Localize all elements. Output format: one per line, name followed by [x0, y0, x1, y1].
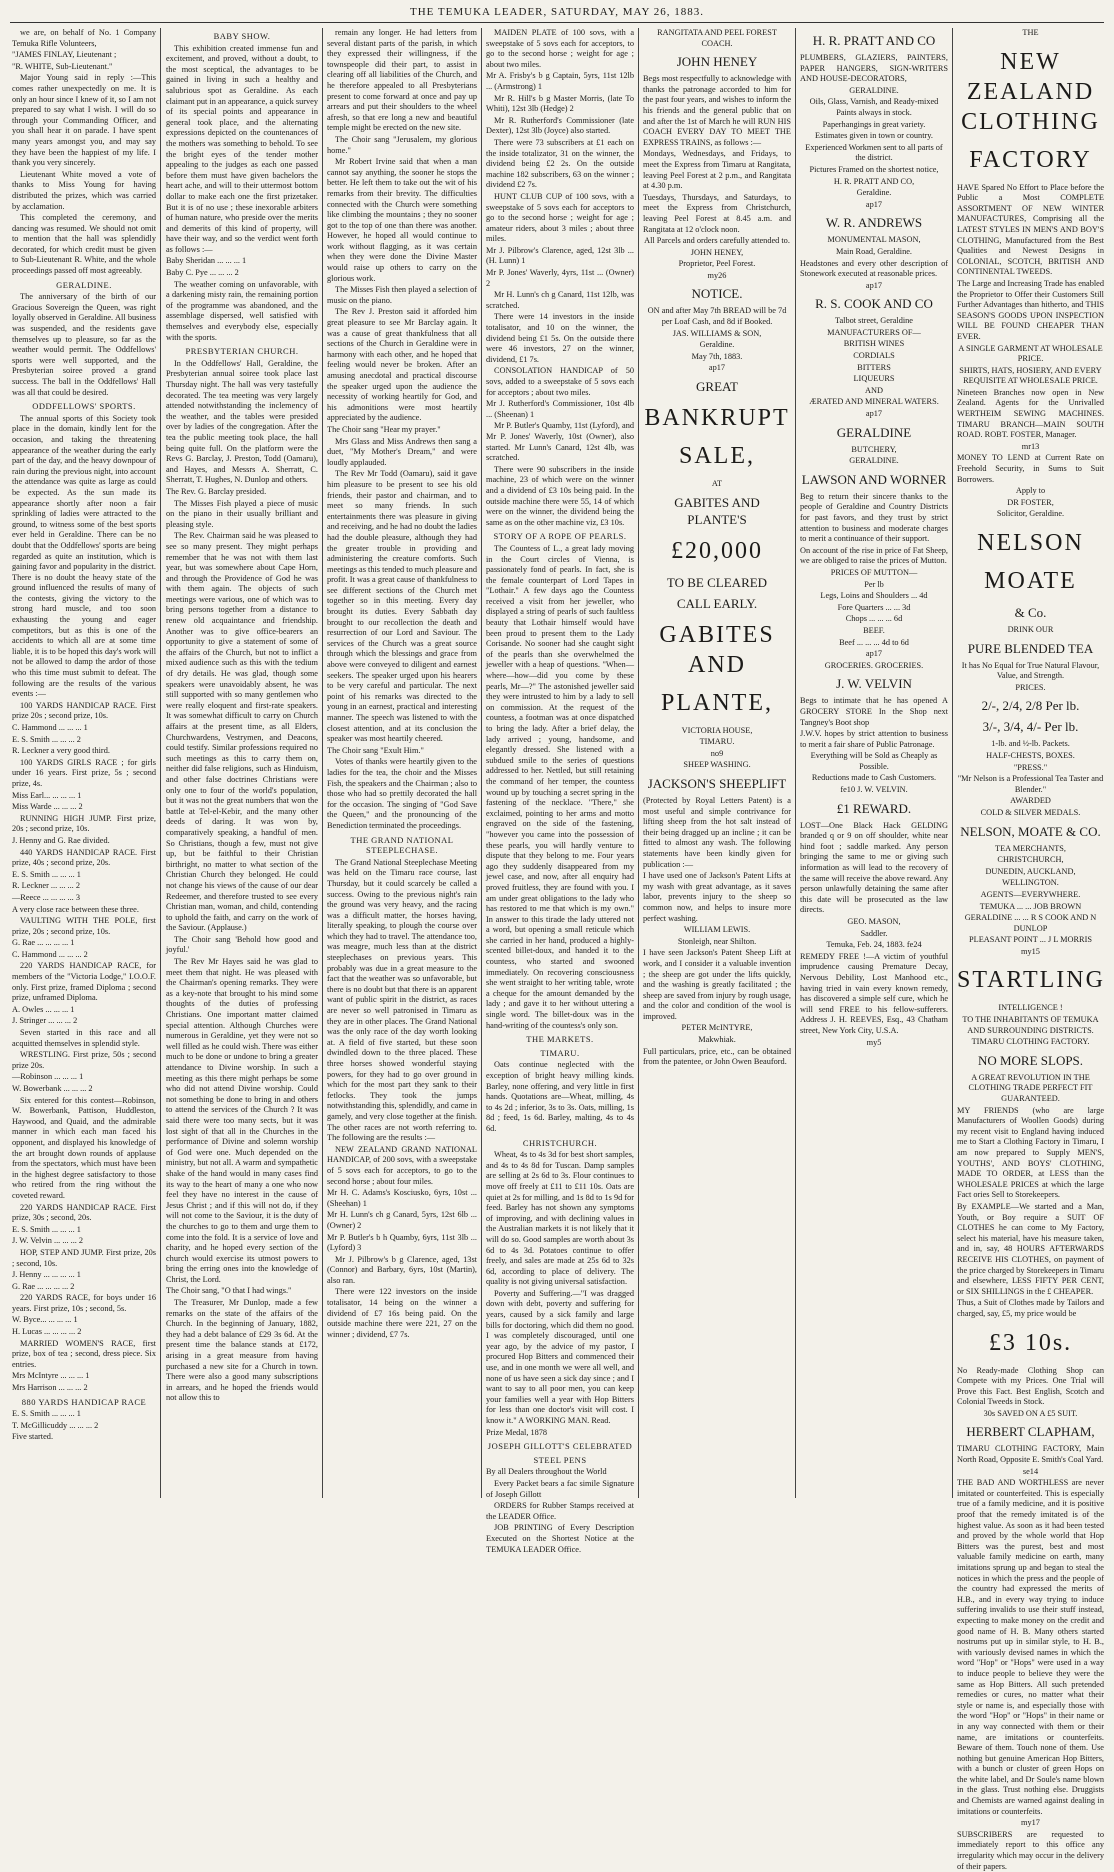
col5-ad-line: Begs most respectfully to acknowledge with thanks the patronage accorded to him for the past four years, and wishes to inform the his friends and the general public that on and after the 1st of March he will RUN HIS COACH EVERY DAY TO MEET THE EXPRESS TRAINS, as follows :—	[643, 74, 791, 147]
col4-para: Mr J. Rutherford's Commissioner, 10st 4lb ... (Sheenan) 1	[486, 399, 634, 419]
col6-ad-line: AGENTS—EVERYWHERE.	[980, 889, 1081, 899]
col5b-ad-line: my5	[866, 1037, 882, 1047]
col5b-ad-line: Begs to intimate that he has opened A GROCERY STORE In the Shop next Tangney's Boot shop	[800, 696, 948, 727]
col4-para: Prize Medal, 1878	[486, 1427, 548, 1437]
col5b-ad-line: Oils, Glass, Varnish, and Ready-mixed Paints always in stock.	[809, 97, 939, 117]
col5-ad-line: PLANTE,	[661, 689, 773, 716]
col5b-ad-line: REMEDY FREE !—A victim of youthful imprudence causing Premature Decay, Nervous Debility, Lost Manhood etc., having tried in vain every known remedy, has discovered a simple self cure, which he will send FREE to his fellow-sufferers. Address J. H. REEVES, Esq., 43 Chatham street, New York City, U.S.A.	[800, 951, 948, 1035]
col5-ad-line: JACKSON'S SHEEPLIFT	[647, 776, 787, 791]
col5b-ad-line: AND	[865, 385, 883, 395]
col1-para: J. Henny and G. Rae divided.	[12, 835, 110, 845]
col6-ad-line: It has No Equal for True Natural Flavour, Value, and Strength.	[961, 660, 1100, 681]
col6-ad-line: A GREAT REVOLUTION IN THE CLOTHING TRADE PERFECT FIT GUARANTEED.	[968, 1072, 1093, 1104]
col5b-ad-line: MANUFACTURERS OF—	[827, 327, 921, 337]
col5-ad-line: Tuesdays, Thursdays, and Saturdays, to meet the Express from Christchurch, leaving Peel Forest at 8.45 a.m. and Rangitata at 12 o'clock noon.	[643, 192, 791, 234]
col1-para: J. Henny ... ... ... ... 1	[12, 1270, 81, 1280]
column-divider	[160, 28, 161, 1498]
col2-para: Baby Sheridan ... ... ... 1	[166, 256, 247, 266]
col6-ad-line: MY FRIENDS (who are large Manufacturers of Woollen Goods) during my recent visit to England having induced me to Start a Clothing Factory in Timaru, I am now prepared to Supply MEN'S, YOUTHS', AND BOYS' CLOTHING, MADE TO ORDER, at LESS than the WHOLESALE PRICES at which the large Fact ories Sell to Storekeepers.	[957, 1105, 1104, 1200]
col5b-ad-line: Talbot street, Geraldine	[835, 316, 913, 326]
col1-para: 220 YARDS HANDICAP RACE. First prize, 30s ; second, 20s.	[12, 1202, 156, 1223]
col6-ad-line: NELSON, MOATE & CO.	[960, 823, 1101, 839]
col3-para: The Choir sang "Exult Him."	[327, 745, 424, 755]
col5b-ad-line: Legs, Loins and Shoulders ... 4d	[820, 591, 928, 601]
col6-ad-line: COLD & SILVER MEDALS.	[980, 807, 1081, 817]
col5-ad-line: Makwhiak.	[698, 1035, 736, 1045]
col1-para: 440 YARDS HANDICAP RACE. First prize, 40s ; second prize, 20s.	[12, 847, 156, 868]
col1-para: Mrs Harrison ... ... ... 2	[12, 1383, 88, 1393]
col5b-ad-line: LAWSON AND WORNER	[801, 471, 947, 487]
col5b-ad-line: Temuka, Feb. 24, 1883. fe24	[826, 940, 922, 950]
col5b-ad-line: PRICES OF MUTTON—	[830, 567, 918, 577]
col5b-ad-line: ÆRATED AND MINERAL WATERS.	[809, 397, 939, 407]
col5b-ad-line: Headstones and every other description of Stonework executed at reasonable prices.	[800, 258, 948, 279]
col5b-ad-line: J. W. VELVIN	[836, 676, 912, 692]
col5b-ad-line: fe10 J. W. VELVIN.	[840, 785, 908, 795]
col5-ad-line: SALE,	[679, 443, 755, 470]
col5b-ad-line: PLUMBERS, GLAZIERS, PAINTERS, PAPER HANGERS, SIGN-WRITERS AND HOUSE-DECORATORS,	[800, 53, 948, 84]
col6-ad-line: NEW ZEALAND CLOTHING	[961, 48, 1100, 135]
col1-para: The annual sports of this Society took place in the domain, kindly lent for the occasion, and taking the threatening appearance of the weather during the early part of the day, and the heavy downpour of rain during the previous night, into account the attendance was quite as large as could be expected. As the sun made its appearance shortly after noon a fair sprinkling of ladies were attracted to the ground, to witness some of the best sports ever held in Geraldine. There can be no doubt that the Oddfellows' sports are being regarded as quite an institution, which is gaining favor and popularity in the district. There is no doubt the heavy state of the ground influenced the results of many of the contests, giving the victory to the strong hard muscle, and too soon exhausting the young and eager competitors, but as this is one of the accidents to which all are at some time liable, it is to be hoped this day's work will not be allowed to damp the ardor of those who this time must submit to defeat. The following are the results of the various events :—	[12, 413, 156, 699]
col4-para: The Countess of L., a great lady moving in the Court circles of Vienna, is passionately fond of pearls. In fact, she is the female counterpart of Lord Tapes in "Lothair." A few days ago the Countess received a visit from her jeweller, who displayed a string of pearls of such faultless beauty that Lothair himself would have been proud to present them to the Lady Corisande. No sooner had she caught sight of the pearls than she overwhelmed the jeweller with a heap of questions. "When—where—how—did you come by these pearls, Mr—?" The astonished jeweller said they were intrusted to him by a lady to sell on commission. At the request of the countess, a footman was at once dispatched to bring the lady. After a brief delay, the lady arrived ; young, handsome, and elegantly dressed. She listened with a subdued smile to the series of questions addressed to her. Nettled, but still retaining the command of her temper, the countess wound up by touching a secret spring in the fastening of the necklace. "There," she exclaimed, pointing to her arms and motto engraved on the side of the fastening, "however you came into the possession of these pearls, you will hardly venture to dispute that they belong to me. Four years ago they suddenly disappeared from my jewel case, and now, after all enquiry had proved fruitless, they are found with you. I am under great obligations to the lady who has restored to me that which is my own." In answer to this tirade the lady uttered not a word, but opening a small reticule which she carried in her hand, produced a highly-scented billet-doux, and handed it to the countess, who started and swooned immediately. On recovering consciousness she went straight to her writing table, wrote a cheque for the amount demanded by the lady ; and gave it to her without uttering a single word. The billet-doux was in the hand-writing of the countess's only son.	[486, 543, 634, 1030]
col5-ad-line: GREAT	[696, 379, 738, 395]
col5b-ad-line: Reductions made to Cash Customers.	[811, 773, 937, 783]
col2-para: BABY SHOW.	[213, 31, 271, 41]
col5b-ad-line: J.W.V. hopes by strict attention to business to merit a fair share of Public Patronage.	[800, 729, 948, 749]
col1-para: J. W. Velvin ... ... ... 2	[12, 1236, 84, 1246]
col2-para: The Rev. Chairman said he was pleased to see so many present. They might perhaps remember that he was not with them last year, but was somewhere about Cape Horn, and through the Providence of God he was with them again. The objects of such meetings were various, one of which was to bring persons together from a distance to renew old acquaintance and friendship. Another was to give office-bearers an opportunity to give a statement of some of the affairs of the Church, but not to inflict a mixed audience such as this with the tedium of dry details. He was glad, though some speakers were unavoidably absent, he was still supported with so many gentlemen who were really eloquent and first-rate speakers. It was somewhat difficult to carry on Church affairs at the present time, as all Elders, Churchwardens, Vestrymen, and Deacons, could testify. Similar professions required no such meetings as this to carry them on, neither did false religions, such as Hinduism, and other false doctrines Christians were only one to four of the world's population, but it was not the great numbers that won the battle at Tel-el-Kebir, and the many other deeds of daring. It was won by, comparatively speaking, a handful of men. So Christians, though a few, must not give up, but be faithful to their Christian birthright, no matter to what section of the Christian Church they belonged. He could not change his views of the cause of our dear Redeemer, and therefore trusted to see every Christian man, woman, and child, contending to uphold the faith, and carry on the work of the Saviour. (Applause.)	[166, 531, 318, 933]
col5b-ad-line: CORDIALS	[853, 351, 895, 361]
col5b-ad-line: ap17	[865, 649, 883, 659]
col5b-ad-line: ap17	[865, 280, 883, 290]
col5b-ad-line: Main Road, Geraldine.	[835, 246, 913, 256]
col5-ad-line: I have used one of Jackson's Patent Lifts at my wash with great advantage, as it saves labor, prevents injury to the sheep so common now, and helps to insure more perfect washing.	[643, 871, 791, 923]
column-7-advertisements	[957, 28, 1105, 1871]
col6-ad-line: FACTORY	[969, 146, 1092, 173]
col4-para: HUNT CLUB CUP of 100 sovs, with a sweepstake of 5 sovs each for acceptors to go to the second horse ; weight for age ; amateur riders, about 3 miles ; about three miles.	[486, 191, 634, 244]
col5b-ad-line: Pictures Framed on the shortest notice,	[809, 164, 939, 174]
col5-ad-line: Full particulars, price, etc., can be obtained from the patentee, or John Owen Beauford.	[643, 1046, 791, 1067]
col1-para: R. Leckner a very good third.	[12, 746, 110, 756]
col6-ad-line: CHRISTCHURCH,	[997, 855, 1064, 865]
col3-para: The Choir sang "Jerusalem, my glorious home."	[327, 134, 477, 155]
column-divider	[481, 28, 482, 1498]
col3-para: The Choir sang "Hear my prayer."	[327, 424, 441, 434]
col2-para: The Rev Mr Hayes said he was glad to meet them that night. He was pleased with the Chairman's opening remarks. They were as a key-note that brought to his mind some thoughts of the duties of professing Christians. One important matter claimed special attention. Although Churches were numerous in Geraldine, yet they were not so well filled as he could wish. There was either much to be done or undone to bring a greater attendance to Divine worship. In such a meeting as this there might perhaps be some who did not attend Divine worship. Could not something be done to bring in and others to attend the services of the Church ? It was said there were too many sects, but it was lost sight of that all in the Churches in the performance of Divine and solemn worship of God were one. Much depended on the ministry, but not all. A warm and sympathetic shake of the hand would in many cases find its way to the heart of many a one who now feel they have no interest in the cause of Jesus Christ ; and if this will not do, if they will not come to the Saviour, it is the duty of the churches to go to them and urge them to come into the fold. It is a service of love and charity, and he hoped every section of the church would exercise its utmost powers to bring the erring ones into the knowledge of Christ, the Lord.	[166, 957, 318, 1284]
col1-para: HOP, STEP AND JUMP. First prize, 20s ; second, 10s.	[12, 1247, 156, 1268]
col6-ad-line: THE BAD AND WORTHLESS are never imitated or counterfeited. This is especially true of a family medicine, and it is positive proof that the remedy imitated is of the highest value. As soon as it had been tested and proved by the whole world that Hop Bitters was the purest, best and most valuable family medicine on earth, many imitations sprung up and began to steal the notices in which the press and the people of the country had expressed the merits of H.B., and in every way trying to induce suffering invalids to use their stuff instead, expecting to make money on the credit and good name of H. B. Many others started nostrums put up in similar style, to H. B., with variously devised names in which the word "Hop" or "Hops" were used in a way to induce people to believe they were the same as Hop Bitters. All such pretended remedies or cures, no matter what their style or name is, and especially those with the word "Hop" or "Hops" in their name or in any way connected with them or their name, are imitations or counterfeits. Beware of them. Touch none of them. Use nothing but genuine American Hop Bitters, with a bunch or cluster of green Hops on the white label, and Dr Soule's name blown in the glass. Trust nothing else. Druggists and Chemists are warned against dealing in imitations or counterfeits.	[957, 1478, 1104, 1816]
column-6-advertisements	[800, 28, 948, 1498]
col5-ad-line: NOTICE.	[691, 286, 743, 302]
col6-ad-line: 1-lb. and ½-lb. Packets.	[991, 739, 1070, 749]
top-rule	[10, 22, 1104, 23]
col1-para: C. Hammond ... ... ... 2	[12, 949, 88, 959]
col6-ad-line: DR FOSTER,	[1007, 497, 1054, 507]
col5b-ad-line: Geraldine.	[856, 188, 892, 198]
col5b-ad-line: GEO. MASON,	[847, 917, 901, 926]
col1-para: RUNNING HIGH JUMP. First prize, 20s ; second prize, 10s.	[12, 813, 156, 834]
col5-ad-line: JOHN HENEY	[676, 54, 758, 70]
col3-para: Mr H. Lunn's ch g Canard, 5yrs, 12st 6lb ... (Owner) 2	[327, 1210, 477, 1230]
col5-ad-line: RANGITATA AND PEEL FOREST COACH.	[657, 28, 777, 48]
column-divider	[322, 28, 323, 1498]
col5-ad-line: Stonleigh, near Shilton.	[677, 936, 757, 946]
col3-para: There were 122 investors on the inside totalisator, 14 being on the winner a dividend of £7 16s being paid. On the outside machine there were 221, 27 on the winner ; dividend, £7 7s.	[327, 1287, 477, 1339]
col1-para: Five started.	[12, 1432, 54, 1442]
col6-ad-line: Solicitor, Geraldine.	[996, 509, 1065, 519]
col2-para: The Treasurer, Mr Dunlop, made a few remarks on the state of the affairs of the Church. In the beginning of January, 1882, they had a debt balance of £29 3s 6d. At the present time the balance stands at £172, arising in a great measure from having purchased a new site for a Church in town. There were also a good many subscriptions in arrears, and he hoped the friends would not allow this to	[166, 1298, 318, 1403]
col5-ad-line: Proprietor, Peel Forest.	[678, 259, 756, 269]
col5b-ad-line: Beg to return their sincere thanks to the people of Geraldine and Country Districts for past favors, and they trust by strict attention to business and moderate charges to merit a continuance of their support.	[800, 491, 948, 544]
col1-para: 220 YARDS HANDICAP RACE, for members of the "Victoria Lodge," I.O.O.F. only. First prize, framed Diploma ; second prize, unframed Diploma.	[12, 961, 156, 1003]
col3-para: NEW ZEALAND GRAND NATIONAL HANDICAP, of 200 sovs, with a sweepstake of 5 sovs each for acceptors, to go to the second horse ; about four miles.	[327, 1144, 477, 1186]
col4-para: JOB PRINTING of Every Description Executed on the Shortest Notice at the TEMUKA LEADER Office.	[486, 1523, 634, 1554]
col5-ad-line: GABITES AND PLANTE'S	[674, 494, 760, 527]
col2-para: The Choir sang 'Behold how good and joyful.'	[166, 934, 318, 955]
col6-ad-line: TIMARU CLOTHING FACTORY, Main North Road, Opposite E. Smith's Coal Yard.	[957, 1444, 1104, 1465]
col4-para: There were 73 subscribers at £1 each on the inside totalizator, 31 on the winner, the dividend being £2 2s. On the outside machine 182 subscribers, 63 on the winner ; dividend £2 7s.	[486, 137, 634, 190]
col2-para: The Rev. G. Barclay presided.	[166, 486, 267, 496]
col6-ad-line: NO MORE SLOPS.	[977, 1052, 1084, 1068]
col4-para: Mr A. Frisby's b g Captain, 5yrs, 11st 12lb ... (Armstrong) 1	[486, 71, 634, 91]
col5b-ad-line: Experienced Workmen sent to all parts of the district.	[805, 142, 943, 163]
col5-ad-line: All Parcels and orders carefully attended to.	[644, 236, 790, 246]
col4-para: There were 14 investors in the inside totalisator, and 10 on the winner, the dividend being £1 5s. On the outside there were 46 investors, 27 on the winner, dividend, £1 7s.	[486, 312, 634, 364]
col1-para: —Reece ... ... ... ... 3	[12, 892, 80, 902]
col5-ad-line: JOHN HENEY,	[690, 247, 744, 257]
col5-ad-line: SHEEP WASHING.	[683, 760, 751, 770]
col1-para: Miss Earl... ... ... ... 1	[12, 790, 82, 800]
col6-ad-line: INTELLIGENCE !	[998, 1003, 1063, 1013]
col6-ad-line: WELLINGTON.	[1002, 878, 1059, 888]
col6-ad-line: SUBSCRIBERS are requested to immediately report to this office any irregularity which may occur in the delivery of their papers.	[957, 1829, 1104, 1871]
col5-ad-line: JAS. WILLIAMS & SON,	[672, 328, 762, 338]
col1-para: C. Hammond ... ... ... 1	[12, 723, 88, 732]
col1-para: Miss Warde ... ... ... 2	[12, 802, 83, 812]
col4-para: There were 90 subscribers in the inside machine, 23 of which were on the winner and a dividend of £3 10s being paid. In the outside machine there were 55, 14 of which were on the winner, the dividend being the same as on the other machine viz, £3 10s.	[486, 464, 634, 527]
col3-para: Mr P. Butler's b h Quamby, 6yrs, 11st 3lb ... (Lyford) 3	[327, 1232, 477, 1253]
col5-ad-line: no9	[710, 748, 724, 758]
col5b-ad-line: BUTCHERY,	[851, 444, 897, 454]
col1-para: Mrs McIntyre ... ... ... 1	[12, 1371, 90, 1381]
col1-para: A. Owles ... ... ... 1	[12, 1004, 75, 1014]
col5-ad-line: VICTORIA HOUSE,	[681, 725, 753, 735]
col4-para: By all Dealers throughout the World	[486, 1467, 607, 1477]
col6-ad-line: "Mr Nelson is a Professional Tea Taster and Blender."	[957, 774, 1104, 794]
col5-ad-line: ap17	[708, 363, 726, 373]
column-1-sports-results	[12, 28, 156, 1498]
col5-ad-line: Geraldine.	[699, 340, 735, 350]
col4-para: Every Packet bears a fac simile Signature of Joseph Gillott	[486, 1478, 634, 1499]
col6-ad-line: MONEY TO LEND at Current Rate on Freehold Security, in Sums to Suit Borrowers.	[957, 453, 1104, 484]
col1-para: ODDFELLOWS' SPORTS.	[32, 401, 136, 412]
col5b-ad-line: BITTERS	[857, 362, 891, 372]
col5b-ad-line: On account of the rise in price of Fat Sheep, we are obliged to raise the prices of Mutton.	[800, 545, 948, 566]
col5b-ad-line: W. R. ANDREWS	[825, 215, 923, 231]
col4-para: JOSEPH GILLOTT'S CELEBRATED	[487, 1441, 633, 1452]
col3-para: Mr J. Pilbrow's b g Clarence, aged, 13st (Connor) and Barbary, 6yrs, 10st (Martin), also ran.	[327, 1254, 477, 1285]
col5b-ad-line: Paperhangings in great variety.	[822, 119, 926, 129]
column-4-markets	[486, 28, 634, 1554]
col6-ad-line: mr13	[1021, 441, 1040, 451]
col6-ad-line: TIMARU CLOTHING FACTORY.	[971, 1037, 1090, 1047]
col2-para: The Misses Fish played a piece of music on the piano in their usually brilliant and pleasing style.	[166, 498, 318, 529]
col2-para: The weather coming on unfavorable, with a darkening misty rain, the remaining portion of the programme was abandoned, and the assemblage dispersed, well satisfied with themselves and everybody else, especially with the sports.	[166, 279, 318, 342]
col5-ad-line: TO BE CLEARED	[666, 574, 768, 590]
col2-para: In the Oddfellows' Hall, Geraldine, the Presbyterian annual soiree took place last Thursday night. The hall was very tastefully decorated. The tea meeting was very largely attended notwithstanding the inclemency of the weather, and the tables were presided over by ladies of the congregation. After the tea the public meeting took place, the hall being quite full. On the platform were the Revs G. Barclay, J. Preston, Todd (Oamaru), and Hayes, and Messrs A. Sherratt, C. Sherratt, T. Hughes, N. Dunlop and others.	[166, 358, 318, 485]
col6-ad-line: my17	[1021, 1818, 1040, 1828]
col6-ad-line: AWARDED	[1010, 796, 1051, 806]
col6-ad-line: HAVE Spared No Effort to Place before the Public a Most COMPLETE ASSORTMENT OF NEW WINTER MANUFACTURES, Comprising all the LATEST STYLES IN MEN'S AND BOY'S CLOTHING, Manufactured from the Best Qualities and Newest Designs in COLONIAL, SCOTCH, BRITISH AND CONTINENTAL TWEEDS.	[957, 182, 1104, 277]
col6-ad-line: 3/-, 3/4, 4/- Per lb.	[982, 719, 1079, 735]
col3-para: The Misses Fish then played a selection of music on the piano.	[327, 285, 477, 305]
col5-ad-line: AT	[711, 479, 723, 489]
col6-ad-line: 2/-, 2/4, 2/8 Per lb.	[981, 698, 1080, 714]
col5-ad-line: CALL EARLY.	[676, 595, 758, 611]
col5-ad-line: May 7th, 1883.	[691, 351, 743, 361]
col6-ad-line: SHIRTS, HATS, HOSIERY, AND EVERY REQUISITE AT WHOLESALE PRICE.	[959, 365, 1102, 386]
col5-ad-line: WILLIAM LEWIS.	[683, 925, 751, 935]
col5b-ad-line: BRITISH WINES	[843, 339, 905, 349]
col6-ad-line: Apply to	[1015, 486, 1046, 496]
col4-para: Wheat, 4s to 4s 3d for best short samples, and 4s to 4s 8d for Tuscan. Damp samples are selling at 2s 6d to 3s. Flour continues to move off freely at £11 to £11 10s. Oats are quiet at 2s for milling, and 1s 8d to 1s 9d for feed. Barley has not shown any symptoms of improving, and with declining values in the Australian markets it is not likely that it will do so. Good samples are worth about 3s 6d to 4s 3d. Potatoes continue to offer freely, and sales are made at 25s 6d to 32s 6d, according to place of delivery. The quality is not giving universal satisfaction.	[486, 1150, 634, 1287]
col1-para: Six entered for this contest—Robinson, W. Bowerbank, Pattison, Huddleston, Haywood, and Quaid, and the admirable manner in which each man faced his opponent, and displayed his knowledge of the art brought down rounds of applause from the spectators, which must have been in the highest degree satisfactory to those who retired from the ring without the coveted reward.	[12, 1095, 156, 1200]
col6-ad-line: DUNEDIN, AUCKLAND,	[985, 866, 1076, 876]
col5b-ad-line: GERALDINE.	[849, 85, 899, 95]
col1-para: WRESTLING. First prize, 50s ; second prize 20s.	[12, 1050, 156, 1070]
col1-para: Major Young said in reply :—This comes rather unexpectedly on me. It is only an hour since I knew of it, so I am not prepared to say what I wish. I will do so through your Commanding Officer, and you shall hear it on parade. I have spent many years amongst you, and may say they have been the happiest of my life. I thank you very sincerely.	[12, 73, 156, 168]
col6-ad-line: NELSON	[977, 530, 1084, 556]
col5b-ad-line: R. S. COOK AND CO	[815, 296, 933, 312]
col1-para: Seven started in this race and all acquitted themselves in splendid style.	[12, 1028, 156, 1048]
col6-ad-line: DRINK OUR	[1007, 625, 1054, 634]
col1-para: T. McGillicuddy ... ... ... 2	[12, 1420, 99, 1430]
col1-para: The anniversary of the birth of our Gracious Sovereign the Queen, was right loyally observed in Geraldine. All business was suspended, and the residents gave themselves up to pleasure, so far as the weather would permit. The Oddfellows' sports were well supported, and the Presbyterian soiree proved a grand success. The ball in the Oddfellows' Hall was all that could be desired.	[12, 292, 156, 397]
col3-para: Mr H. C. Adams's Kosciusko, 6yrs, 10st ... (Sheehan) 1	[327, 1188, 477, 1208]
col1-para: we are, on behalf of No. 1 Company Temuka Rifle Volunteers,	[12, 28, 156, 48]
column-divider	[952, 28, 953, 1498]
col4-para: MAIDEN PLATE of 100 sovs, with a sweepstake of 5 sovs each for acceptors, to go to the second horse ; weight for age ; about two miles.	[486, 28, 634, 69]
col5b-ad-line: Everything will be Sold as Cheaply as Possible.	[810, 751, 938, 771]
col3-para: Mr Robert Irvine said that when a man cannot say anything, the sooner he stops the better. He left them to take out the wit of his remarks from their brevity. The difficulties connected with the Church were something like climbing the mountains ; they no sooner got to the top of one than there was another. However, he hoped all would continue to work without flagging, as it was certain when they were done the Divine Master would raise up others to carry on the glorious work.	[327, 157, 477, 283]
col1-para: G. Rae ... ... ... ... 2	[12, 1281, 75, 1291]
column-2-church-soiree	[166, 28, 318, 1498]
col4-para: STORY OF A ROPE OF PEARLS.	[493, 531, 627, 542]
col1-para: H. Lucas ... ... ... ... 2	[12, 1327, 82, 1337]
col1-para: 100 YARDS HANDICAP RACE. First prize 20s ; second prize, 10s.	[12, 700, 156, 721]
col4-para: Poverty and Suffering.—"I was dragged down with debt, poverty and suffering for years, caused by a sick family and large bills for doctoring, which did them no good. I was completely discouraged, until one year ago, by the advice of my pastor, I procured Hop Bitters and commenced their use, and in one month we were all well, and none of us have seen a sick day since ; and I want to say to all poor men, you can keep your families well a year with Hop Bitters for less than one doctor's visit will cost. I know it." A WORKING MAN. Read.	[486, 1288, 634, 1425]
col5b-ad-line: GERALDINE	[836, 424, 912, 440]
col1-para: VAULTING WITH THE POLE, first prize, 20s ; second prize, 10s.	[12, 916, 156, 936]
col1-para: MARRIED WOMEN'S RACE, first prize, box of tea ; second, dress piece. Six entries.	[12, 1338, 156, 1369]
col4-para: Mr R. Hill's b g Master Morris, (late To Whiti), 12st 3lb (Hedge) 2	[486, 93, 634, 114]
col1-para: This completed the ceremony, and dancing was resumed. We should not omit to mention that the hall was splendidly decorated, for which credit must be given to Sub-Lieutenant R. White, and the whole proceedings passed off most agreeably.	[12, 213, 156, 276]
col5-ad-line: I have seen Jackson's Patent Sheep Lift at work, and I consider it a valuable invention ; the sheep are got under the lifts quickly, and the washing is greatly facilitated ; the sheep are saved from injury by rough usage, and the color and condition of the wool is improved.	[643, 948, 791, 1021]
col1-para: J. Stringer ... ... ... 2	[12, 1016, 78, 1026]
col5b-ad-line: Per lb	[864, 579, 884, 589]
col1-para: R. Leckner ... ... ... 2	[12, 881, 80, 891]
col4-para: TIMARU.	[540, 1047, 580, 1058]
column-divider	[795, 28, 796, 1498]
col3-para: Mrs Glass and Miss Andrews then sang a duet, "My Mother's Dream," and were loudly applauded.	[327, 436, 477, 467]
col5b-ad-line: Estimates given in town or country.	[815, 131, 933, 141]
col6-ad-line: PLEASANT POINT ... J L MORRIS	[969, 935, 1092, 945]
column-5-advertisements	[643, 28, 791, 1498]
col5-ad-line: BANKRUPT	[644, 405, 790, 432]
col1-para: G. Rae ... ... ... ... 1	[12, 938, 75, 948]
col3-para: The Rev J. Preston said it afforded him great pleasure to see Mr Barclay again. It was a cause of great thankfulness that all sections of the Church in Geraldine were in harmony with each other, and he hoped that feeling would never be broken. After an amusing anecdotal and practical discourse the speaker urged upon the audience the necessity of working heartily for God, and his admonitions were most heartily appreciated by the audience.	[327, 307, 477, 423]
col1-para: 220 YARDS RACE, for boys under 16 years. First prize, 10s ; second, 5s.	[12, 1293, 156, 1313]
col6-ad-line: PRICES.	[1015, 682, 1046, 692]
col6-ad-line: TEA MERCHANTS,	[995, 843, 1066, 853]
col5b-ad-line: Fore Quarters ... ... 3d	[837, 602, 911, 612]
col4-para: CONSOLATION HANDICAP of 50 sovs, added to a sweepstake of 5 sovs each for acceptors ; about two miles.	[486, 366, 634, 397]
col6-ad-line: THE	[1022, 28, 1039, 37]
col6-ad-line: A SINGLE GARMENT AT WHOLESALE PRICE.	[958, 343, 1103, 364]
col1-para: 100 YARDS GIRLS RACE ; for girls under 16 years. First prize, 5s ; second prize, 4s.	[12, 757, 156, 788]
col6-ad-line: STARTLING	[957, 967, 1105, 994]
col1-para: W. Bowerbank ... ... ... 2	[12, 1084, 93, 1093]
col4-para: Mr H. Lunn's ch g Canard, 11st 12lb, was scratched.	[486, 290, 634, 310]
col3-para: The Rev Mr Todd (Oamaru), said it gave him pleasure to be present to see his old friends, their pastor and chairman, and to meet so many friends. In such entertainments there was pleasure in giving and receiving, and he had no doubt the ladies had the double pleasure, although they had the greater trouble in providing and administering the creature comforts. Such meetings as this tended to much pleasure and profit. It was a great cause of thankfulness to see different sections of the Church met together so in this meeting. Every day brought its duties. Every Sabbath day brought to our recollection the death and resurrection of our Lord and Saviour. The services of the Church was a great source through which the blessings and grace from above were conveyed to diligent and earnest seekers. The speaker urged upon his hearers to be very careful and particular. The next point of his remarks was directed to the young in an earnest, practical and interesting manner. The speech was listened to with the closest attention, and at its conclusion the speaker was most heartily cheered.	[327, 469, 477, 744]
col4-para: Mr P. Butler's Quamby, 11st (Lyford), and Mr P. Jones' Waverly, 10st (Owner), also started. Mr Lunn's Canard, 12st 4lb, was scratched.	[486, 421, 634, 463]
col4-para: Oats continue neglected with the exception of bright heavy milling kinds. Barley, none offering, and very little in first hands. Quotations are—Wheat, milling, 4s to 4s 2d ; inferior, 3s to 3s. Oats, milling, 1s 8d ; feed, 1s 6d. Barley, malting, 4s to 4s 6d.	[486, 1060, 634, 1133]
col6-ad-line: Nineteen Branches now open in New Zealand. Agents for the Unrivalled WERTHEIM SEWING MACHINES. TIMARU BRANCH—MAIN SOUTH ROAD. ROBT. FOSTER, Manager.	[957, 387, 1104, 440]
col6-ad-line: & Co.	[1014, 605, 1047, 620]
col5-ad-line: GABITES AND	[659, 621, 775, 678]
col3-para: The Grand National Steeplechase Meeting was held on the Timaru race course, last Thursday, but it could scarcely be called a success. Owing to the previous night's rain the ground was very heavy, and the racing was a difficult matter, the horses having, literally speaking, to plough the course over which they had to travel. The attendance too, was meagre, much less than at the district steeplechases on previous years. This probably was due in a great measure to the fact that the weather was so unfavorable, but there is no doubt but that there is an apparent want of public spirit in the district, as races are never so well patronised in Timaru as they are in other places. The Grand National was the only race of the day worth looking at. A field of five started, but these soon dwindled down to the three placed. These three horses showed wonderful staying powers, for they had to go over ground in which for the most part they sank to their fetlocks. They took the jumps notwithstanding this, splendidly, and came in gamely, and very close together at the finish. The other races are not worth referring to. The following are the results :—	[327, 857, 477, 1143]
col2-para: PRESBYTERIAN CHURCH.	[185, 346, 299, 357]
col5-ad-line: TIMARU.	[699, 737, 735, 747]
col5b-ad-line: Chops ... ... ... 6d	[845, 614, 903, 624]
col1-para: E. S. Smith ... ... ... 1	[12, 1409, 81, 1419]
col6-ad-line: By EXAMPLE—We started and a Man, Youth, or Boy require a SUIT OF CLOTHES he can come to My Factory, select his material, have his measure taken, and in, say, 48 HOURS AFTERWARDS RECEIVE HIS CLOTHES, on payment of the price charged by Storekeepers in Timaru and elsewhere, LESS FIFTY PER CENT, or SIX SHILLINGS in the £ CHEAPER.	[957, 1201, 1104, 1296]
col1-para: W. Byce... ... ... ... 1	[12, 1315, 78, 1325]
col6-ad-line: £3 10s.	[988, 1329, 1073, 1356]
col3-para: Votes of thanks were heartily given to the ladies for the tea, the choir and the Misses Fish, the speakers and the Chairman ; also to those who had so prettily decorated the hall for the occasion. The singing of "God Save the Queen," and the pronouncing of the Benediction terminated the proceedings.	[327, 757, 477, 830]
col6-ad-line: HERBERT CLAPHAM,	[966, 1424, 1095, 1440]
col6-ad-line: MOATE	[984, 568, 1077, 594]
col4-para: THE MARKETS.	[526, 1034, 594, 1045]
col5-ad-line: my26	[707, 270, 727, 280]
col1-para: —Robinson ... ... ... 1	[12, 1072, 84, 1082]
col3-para: remain any longer. He had letters from several distant parts of the parish, in which they expressed their willingness, if the townspeople did their part, to assist in clearing off all liabilities of the Church, and he therefore appealed to all Presbyterians present to come forward at once and pay up arrears and put their shoulders to the wheel afresh, so that ere long a new and beautiful temple might be erected on the new site.	[327, 28, 477, 133]
col5b-ad-line: Beef ... ... ... 4d to 6d	[839, 637, 909, 647]
col4-para: ORDERS for Rubber Stamps received at the LEADER Office.	[486, 1501, 634, 1521]
col1-para: GERALDINE.	[56, 279, 112, 290]
col6-ad-line: 30s SAVED ON A £5 SUIT.	[983, 1408, 1078, 1418]
col2-para: Baby C. Pye ... ... ... 2	[166, 268, 239, 278]
col5b-ad-line: Saddler.	[860, 928, 888, 938]
col5b-ad-line: ap17	[865, 409, 883, 419]
col5b-ad-line: GERALDINE.	[849, 456, 899, 466]
col6-ad-line: "PRESS."	[1013, 762, 1048, 772]
column-3-steeplechase	[327, 28, 477, 1498]
col5b-ad-line: GROCERIES. GROCERIES.	[824, 660, 924, 670]
col5b-ad-line: H. R. PRATT AND CO,	[833, 176, 915, 186]
col6-ad-line: HALF-CHESTS, BOXES.	[986, 750, 1075, 760]
col5b-ad-line: ap17	[865, 199, 883, 209]
col2-para: This exhibition created immense fun and excitement, and proved, without a doubt, to the most sceptical, the advantages to be gained in living in such a healthy and salubrious spot as Geraldine. As each claimant put in an appearance, a quick survey of its special points and appearance in general took place, and the alternating expressions depicted on the countenances of the mothers was something to behold. To see the bright eyes of the tender mother appealing to the judges as each one passed before them must have given bachelors the heart ache, and will to their uttermost bottom dollar to make each one the first prizetaker. But it is of no use ; these inexorable arbiters of human nature, who preside over the merits and demerits of this kind of property, will have their way, and so the verdict went forth as follows :—	[166, 43, 318, 254]
col5b-ad-line: £1 REWARD.	[836, 800, 912, 816]
col5-ad-line: £20,000	[671, 537, 763, 564]
col6-ad-line: No Ready-made Clothing Shop can Compete with my Prices. One Trial will Prove this Fact. Best English, Scotch and Colonial Tweeds in Stock.	[957, 1365, 1104, 1407]
col1-para: 880 YARDS HANDICAP RACE	[21, 1396, 147, 1407]
col1-para: E. S. Smith ... ... ... 1	[12, 1224, 81, 1234]
col6-ad-line: TO THE INHABITANTS OF TEMUKA AND SURROUNDING DISTRICTS.	[962, 1015, 1099, 1035]
col5b-ad-line: LIQUEURS	[853, 374, 895, 384]
col5-ad-line: Mondays, Wednesdays, and Fridays, to meet the Express from Timaru at Rangitata, leaving Peel Forest at 2 p.m., and Rangitata at 4.30 p.m.	[643, 149, 791, 191]
col6-ad-line: Thus, a Suit of Clothes made by Tailors and charged, say, £5, my price would be	[957, 1298, 1104, 1318]
col5b-ad-line: BEEF.	[863, 625, 885, 635]
col1-para: "JAMES FINLAY, Lieutenant ;	[12, 50, 117, 60]
col5-ad-line: ON and after May 7th BREAD will be 7d per Loaf Cash, and 8d if Booked.	[647, 306, 787, 327]
col4-para: CHRISTCHURCH.	[522, 1137, 598, 1148]
col5b-ad-line: H. R. PRATT AND CO	[812, 33, 936, 48]
col4-para: Mr P. Jones' Waverly, 4yrs, 11st ... (Owner) 2	[486, 268, 634, 288]
col6-ad-line: The Large and Increasing Trade has enabled the Proprietor to Offer their Customers Still Further Advantages than hitherto, and THIS SEASON'S GOODS UPON INSPECTION WILL BE FOUND CHEAPER THAN EVER.	[957, 278, 1104, 341]
col2-para: The Choir sang, "O that I had wings."	[166, 1286, 292, 1296]
col5-ad-line: PETER McINTYRE,	[681, 1023, 753, 1033]
col1-para: Lieutenant White moved a vote of thanks to Miss Young for having distributed the prizes, which was carried by acclamation.	[12, 169, 156, 211]
col4-para: STEEL PENS	[533, 1454, 587, 1465]
masthead: THE TEMUKA LEADER, SATURDAY, MAY 26, 1883.	[409, 6, 704, 18]
col6-ad-line: TEMUKA ... ... JOB BROWN	[979, 901, 1082, 911]
col6-ad-line: GERALDINE ... ... R S COOK AND N DUNLOP	[964, 913, 1097, 933]
col5-ad-line: (Protected by Royal Letters Patent) is a most useful and simple contrivance for lifting sheep from the hot salt instead of their being dragged up an incline ; it can be fitted to almost any wash. The following statements have been kindly given for publication :—	[643, 796, 791, 869]
col5b-ad-line: MONUMENTAL MASON,	[827, 235, 921, 245]
col3-para: THE GRAND NATIONAL STEEPLECHASE.	[350, 834, 454, 856]
col1-para: A very close race between these three.	[12, 904, 139, 914]
column-divider	[638, 28, 639, 1498]
col5b-ad-line: LOST—One Black Hack GELDING branded q or 9 on off shoulder, white near hind foot ; saddle marked. Any person bringing the same to me or giving such information as will lead to the recovery of the same will receive the above reward. Any person unlawfully detaining the same after this date will be prosecuted as the law directs.	[800, 820, 948, 915]
col1-para: "R. WHITE, Sub-Lieutenant."	[12, 61, 113, 71]
col1-para: E. S. Smith ... ... ... 2	[12, 734, 81, 744]
col6-ad-line: se14	[1022, 1466, 1039, 1476]
col1-para: E. S. Smith ... ... ... 1	[12, 869, 81, 879]
col6-ad-line: my15	[1021, 946, 1040, 956]
col4-para: Mr J. Pilbrow's Clarence, aged, 12st 3lb ... (H. Lunn) 1	[486, 245, 634, 266]
col4-para: Mr R. Rutherford's Commissioner (late Dexter), 12st 3lb (Joyce) also started.	[486, 115, 634, 136]
col6-ad-line: PURE BLENDED TEA	[967, 640, 1094, 656]
